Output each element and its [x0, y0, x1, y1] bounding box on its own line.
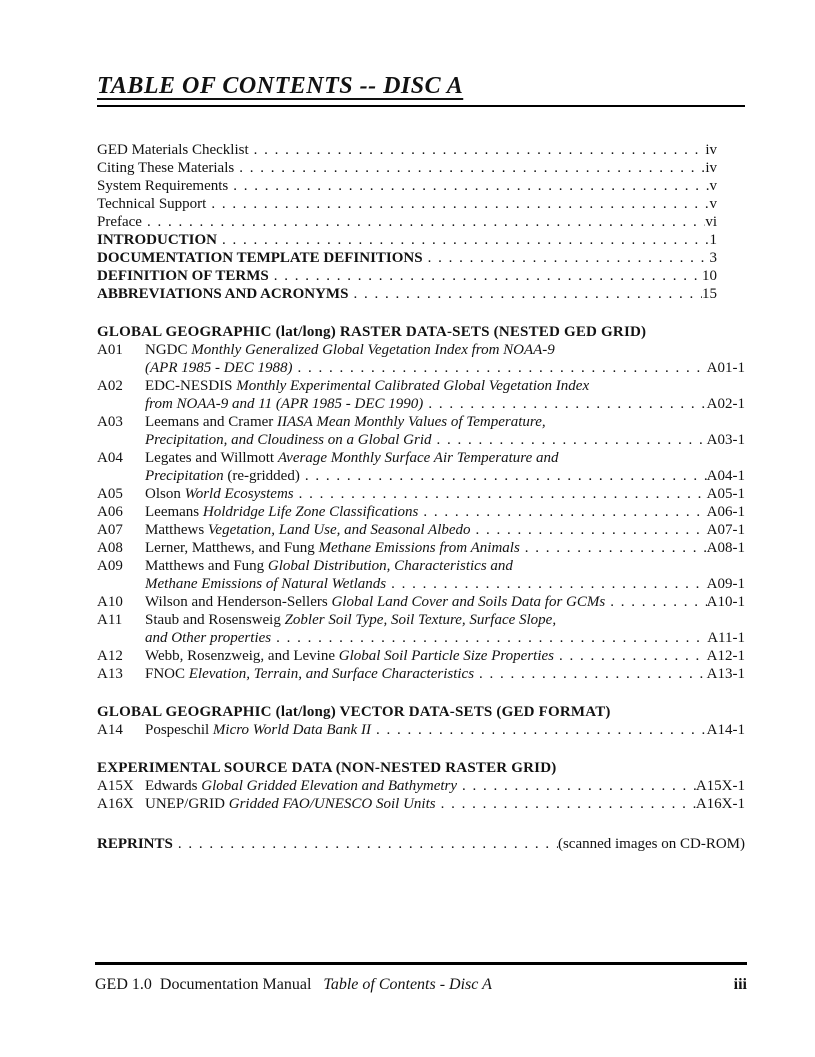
entry-text-segment: Staub and Rosensweig [145, 612, 285, 628]
entry-line [145, 777, 745, 795]
entry-id: A07 [97, 522, 123, 538]
page-ref: A05-1 [706, 486, 745, 502]
dot-leader [457, 777, 696, 795]
entry-line [145, 485, 745, 503]
entry-text [145, 359, 292, 377]
entry-text-segment: Precipitation [145, 468, 228, 484]
entry-text-segment: (re-gridded) [227, 468, 300, 484]
entry-text-segment: Methane Emissions of Natural Wetlands [145, 576, 387, 592]
toc-row-label: System Requirements [97, 178, 229, 194]
entry-text-segment: Elevation, Terrain, and Surface Characteristics [188, 666, 475, 682]
entry-text [145, 503, 418, 521]
entry-body [145, 611, 745, 647]
toc-entry [97, 521, 745, 539]
toc-row [97, 195, 745, 213]
entry-text-segment: Precipitation, and Cloudiness on a Global Grid [145, 432, 432, 448]
entry-id: A10 [97, 594, 123, 610]
toc-entry [97, 647, 745, 665]
entry-id: A15X [97, 778, 134, 794]
entry-text-segment: Micro World Data Bank II [212, 722, 371, 738]
page-ref: A15X-1 [695, 778, 745, 794]
entry-line [145, 795, 745, 813]
toc-entry [97, 795, 745, 813]
toc-section [97, 703, 745, 739]
entry-text-segment: Wilson and Henderson-Sellers [145, 594, 332, 610]
entry-text-segment: Zobler Soil Type, Soil Texture, Surface Slope, [284, 612, 557, 628]
dot-leader [436, 795, 696, 813]
entry-text-segment: IIASA Mean Monthly Values of Temperature, [277, 414, 546, 430]
page-ref: A02-1 [706, 396, 745, 412]
entry-line [145, 359, 745, 377]
page-ref: vi [705, 214, 717, 230]
dot-leader [554, 647, 707, 665]
entry-text-segment: EDC-NESDIS [145, 378, 237, 394]
toc-row [97, 231, 745, 249]
entry-text-segment: Global Gridded Elevation and Bathymetry [201, 778, 458, 794]
entry-line [145, 413, 745, 431]
footer-page-number: iii [733, 976, 747, 993]
toc-row-label: GED Materials Checklist [97, 142, 249, 158]
dot-leader [294, 485, 707, 503]
entry-body [145, 521, 745, 539]
page-ref: 1 [709, 232, 717, 248]
toc-row [97, 249, 745, 267]
entry-line [145, 647, 745, 665]
entry-text [145, 647, 554, 665]
entry-text-segment: Average Monthly Surface Air Temperature and [277, 450, 559, 466]
page-ref: iv [705, 160, 717, 176]
entry-text [145, 575, 386, 593]
entry-body [145, 795, 745, 813]
toc-entry [97, 539, 745, 557]
entry-id: A09 [97, 558, 123, 574]
dot-leader [520, 539, 707, 557]
entry-id: A16X [97, 796, 134, 812]
page-ref: A10-1 [706, 594, 745, 610]
entry-line [145, 721, 745, 739]
toc-entry [97, 449, 745, 485]
page-title [97, 72, 745, 107]
page-ref: A09-1 [706, 576, 745, 592]
dot-leader [432, 431, 707, 449]
entry-text-segment: from NOAA-9 and 11 (APR 1985 - DEC 1990) [145, 396, 424, 412]
entry-id: A14 [97, 722, 123, 738]
entry-body [145, 593, 745, 611]
toc-section [97, 759, 745, 813]
dot-leader [206, 195, 709, 213]
entry-text-segment: World Ecosystems [184, 486, 294, 502]
page-ref: A08-1 [706, 540, 745, 556]
page-ref: A06-1 [706, 504, 745, 520]
entry-line [145, 377, 745, 395]
dot-leader [234, 159, 705, 177]
entry-id: A12 [97, 648, 123, 664]
toc-entry [97, 485, 745, 503]
entry-body [145, 665, 745, 683]
page-footer [95, 962, 747, 994]
page-title-text: TABLE OF CONTENTS -- DISC A [97, 73, 464, 99]
page-ref: A13-1 [706, 666, 745, 682]
dot-leader [423, 249, 710, 267]
dot-leader [228, 177, 709, 195]
entry-text [145, 341, 555, 359]
entry-text-segment: Leemans [145, 504, 203, 520]
entry-text [145, 665, 474, 683]
dot-leader [423, 395, 706, 413]
entry-text-segment: NGDC [145, 342, 192, 358]
entry-text-segment: Global Soil Particle Size Properties [338, 648, 554, 664]
entry-body [145, 777, 745, 795]
entry-text-segment: FNOC [145, 666, 189, 682]
entry-text [145, 593, 605, 611]
entry-text-segment: Holdridge Life Zone Classifications [202, 504, 419, 520]
entry-text [145, 629, 271, 647]
entry-body [145, 413, 745, 449]
entry-text-segment: Gridded FAO/UNESCO Soil Units [228, 796, 436, 812]
toc-entry [97, 377, 745, 413]
entry-line [145, 629, 745, 647]
page-ref: A11-1 [707, 630, 745, 646]
entry-body [145, 721, 745, 739]
entry-text-segment: Global Distribution, Characteristics and [267, 558, 513, 574]
toc-row-label: ABBREVIATIONS AND ACRONYMS [97, 286, 349, 302]
entry-text [145, 467, 300, 485]
entry-line [145, 665, 745, 683]
toc-entry [97, 557, 745, 593]
entry-text-segment: Legates and Willmott [145, 450, 278, 466]
dot-leader [474, 665, 707, 683]
entry-text-segment: Webb, Rosenzweig, and Levine [145, 648, 339, 664]
page-ref: iv [705, 142, 717, 158]
entry-line [145, 611, 745, 629]
entry-body [145, 557, 745, 593]
reprints-row [97, 835, 745, 853]
dot-leader [371, 721, 707, 739]
page-ref: 10 [702, 268, 717, 284]
page-ref: A14-1 [706, 722, 745, 738]
toc-row [97, 213, 745, 231]
page-ref: A07-1 [706, 522, 745, 538]
toc-row-label: Technical Support [97, 196, 207, 212]
entry-text [145, 795, 436, 813]
entry-body [145, 377, 745, 413]
page-ref: A03-1 [706, 432, 745, 448]
entry-text-segment: Global Land Cover and Soils Data for GCMs [331, 594, 606, 610]
reprints-note: (scanned images on CD-ROM) [557, 836, 745, 852]
dot-leader [269, 267, 702, 285]
toc-row [97, 141, 745, 159]
entry-id: A11 [97, 612, 123, 628]
dot-leader [605, 593, 706, 611]
entry-text [145, 539, 520, 557]
toc-entry [97, 593, 745, 611]
toc-entry [97, 611, 745, 647]
dot-leader [271, 629, 707, 647]
dot-leader [300, 467, 707, 485]
entry-line [145, 575, 745, 593]
entry-text [145, 521, 471, 539]
entry-text-segment: Edwards [145, 778, 202, 794]
entry-text-segment: Olson [145, 486, 185, 502]
entry-text-segment: Vegetation, Land Use, and Seasonal Albedo [207, 522, 471, 538]
entry-text [145, 557, 513, 575]
footer-section-title: Table of Contents - Disc A [323, 976, 492, 993]
entry-text-segment: UNEP/GRID [145, 796, 229, 812]
page-ref: A16X-1 [695, 796, 745, 812]
toc-row-label: Preface [97, 214, 142, 230]
page-ref: v [709, 196, 717, 212]
entry-text [145, 377, 589, 395]
toc-row [97, 285, 745, 303]
entry-text [145, 413, 546, 431]
section-heading: EXPERIMENTAL SOURCE DATA (NON-NESTED RASTER GRID) [97, 760, 557, 776]
toc-entry [97, 721, 745, 739]
entry-line [145, 431, 745, 449]
entry-text [145, 611, 556, 629]
entry-id: A02 [97, 378, 123, 394]
entry-text-segment: Leemans and Cramer [145, 414, 278, 430]
entry-text-segment: Lerner, Matthews, and Fung [145, 540, 319, 556]
dot-leader [471, 521, 707, 539]
toc-row-label: INTRODUCTION [97, 232, 218, 248]
entry-text-segment: and Other properties [145, 630, 272, 646]
dot-leader [386, 575, 707, 593]
entry-line [145, 557, 745, 575]
dot-leader [249, 141, 706, 159]
entry-body [145, 647, 745, 665]
page-ref: 3 [709, 250, 717, 266]
entry-text-segment: Monthly Generalized Global Vegetation Index from NOAA-9 [191, 342, 555, 358]
page-ref: A04-1 [706, 468, 745, 484]
sections [97, 323, 745, 813]
toc-entry [97, 413, 745, 449]
toc-section [97, 323, 745, 683]
entry-text [145, 395, 423, 413]
entry-text-segment: Methane Emissions from Animals [318, 540, 520, 556]
entry-id: A01 [97, 342, 123, 358]
toc-row-label: DOCUMENTATION TEMPLATE DEFINITIONS [97, 250, 423, 266]
section-heading: GLOBAL GEOGRAPHIC (lat/long) RASTER DATA-SETS (NESTED GED GRID) [97, 324, 647, 340]
toc-entry [97, 665, 745, 683]
entry-body [145, 503, 745, 521]
entry-text [145, 431, 432, 449]
page-ref: A12-1 [706, 648, 745, 664]
entry-line [145, 395, 745, 413]
dot-leader [348, 285, 702, 303]
entry-text-segment: Monthly Experimental Calibrated Global Vegetation Index [236, 378, 590, 394]
entry-id: A05 [97, 486, 123, 502]
entry-id: A06 [97, 504, 123, 520]
dot-leader [418, 503, 706, 521]
entry-line [145, 449, 745, 467]
entry-id: A13 [97, 666, 123, 682]
entry-text-segment: Matthews [145, 522, 208, 538]
toc-row-label: DEFINITION OF TERMS [97, 268, 269, 284]
entry-body [145, 485, 745, 503]
entry-text-segment: Matthews and Fung [145, 558, 268, 574]
entry-body [145, 341, 745, 377]
entry-text [145, 449, 559, 467]
section-heading: GLOBAL GEOGRAPHIC (lat/long) VECTOR DATA-SETS (GED FORMAT) [97, 704, 611, 720]
entry-id: A08 [97, 540, 123, 556]
toc-entry [97, 777, 745, 795]
entry-id: A03 [97, 414, 123, 430]
entry-text [145, 485, 294, 503]
footer-manual-title: GED 1.0 Documentation Manual [95, 976, 312, 993]
toc-row [97, 159, 745, 177]
page-content [97, 72, 745, 853]
page-ref: v [709, 178, 717, 194]
dot-leader [217, 231, 709, 249]
entry-text-segment: (APR 1985 - DEC 1988) [145, 360, 293, 376]
toc-entry [97, 503, 745, 521]
footer-left [95, 975, 492, 994]
entry-text-segment: Pospeschil [145, 722, 213, 738]
entry-body [145, 539, 745, 557]
entry-line [145, 521, 745, 539]
entry-line [145, 593, 745, 611]
entry-text [145, 777, 457, 795]
dot-leader [173, 835, 558, 853]
entry-line [145, 467, 745, 485]
toc-row [97, 177, 745, 195]
toc-row-label: Citing These Materials [97, 160, 235, 176]
front-matter-list [97, 141, 745, 303]
toc-entry [97, 341, 745, 377]
reprints-label: REPRINTS [97, 836, 173, 852]
entry-id: A04 [97, 450, 123, 466]
page-ref: 15 [702, 286, 717, 302]
entry-text [145, 721, 371, 739]
page-ref: A01-1 [706, 360, 745, 376]
entry-line [145, 503, 745, 521]
entry-line [145, 341, 745, 359]
dot-leader [292, 359, 706, 377]
dot-leader [142, 213, 705, 231]
entry-body [145, 449, 745, 485]
entry-line [145, 539, 745, 557]
toc-row [97, 267, 745, 285]
